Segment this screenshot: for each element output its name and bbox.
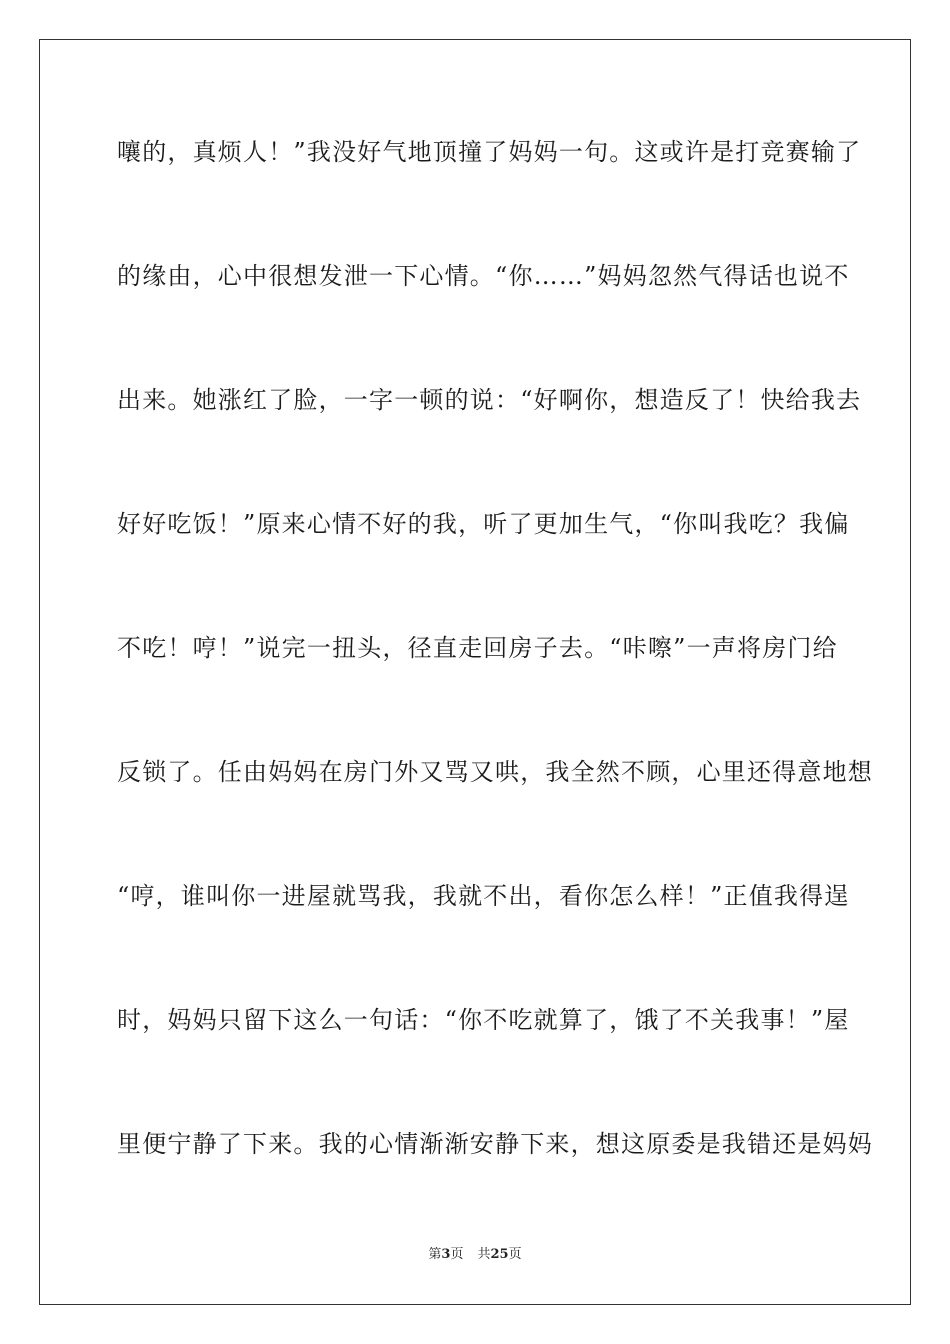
page-border [39,39,911,1305]
text-line-8: 时，妈妈只留下这么一句话：“你不吃就算了，饿了不关我事！”屋 [117,1006,850,1034]
total-prefix: 共 [477,1247,491,1262]
text-line-6: 反锁了。任由妈妈在房门外又骂又哄，我全然不顾，心里还得意地想 [117,758,873,786]
text-line-3: 出来。她涨红了脸，一字一顿的说：“好啊你，想造反了！快给我去 [117,386,862,414]
total-suffix: 页 [508,1247,522,1262]
page-suffix: 页 [450,1247,464,1262]
text-line-9: 里便宁静了下来。我的心情渐渐安静下来，想这原委是我错还是妈妈 [117,1130,873,1158]
page-prefix: 第 [428,1247,442,1262]
text-line-1: 嚷的，真烦人！”我没好气地顶撞了妈妈一句。这或许是打竞赛输了 [117,138,862,166]
text-line-5: 不吃！哼！”说完一扭头，径直走回房子去。“咔嚓”一声将房门给 [117,634,838,662]
text-line-4: 好好吃饭！”原来心情不好的我，听了更加生气，“你叫我吃？我偏 [117,510,850,538]
page-footer [0,1246,950,1264]
current-page-number: 3 [441,1247,451,1262]
text-line-7: “哼，谁叫你一进屋就骂我，我就不出，看你怎么样！”正值我得逞 [117,882,850,910]
text-line-2: 的缘由，心中很想发泄一下心情。“你……”妈妈忽然气得话也说不 [117,262,850,290]
total-page-count: 25 [490,1247,509,1262]
